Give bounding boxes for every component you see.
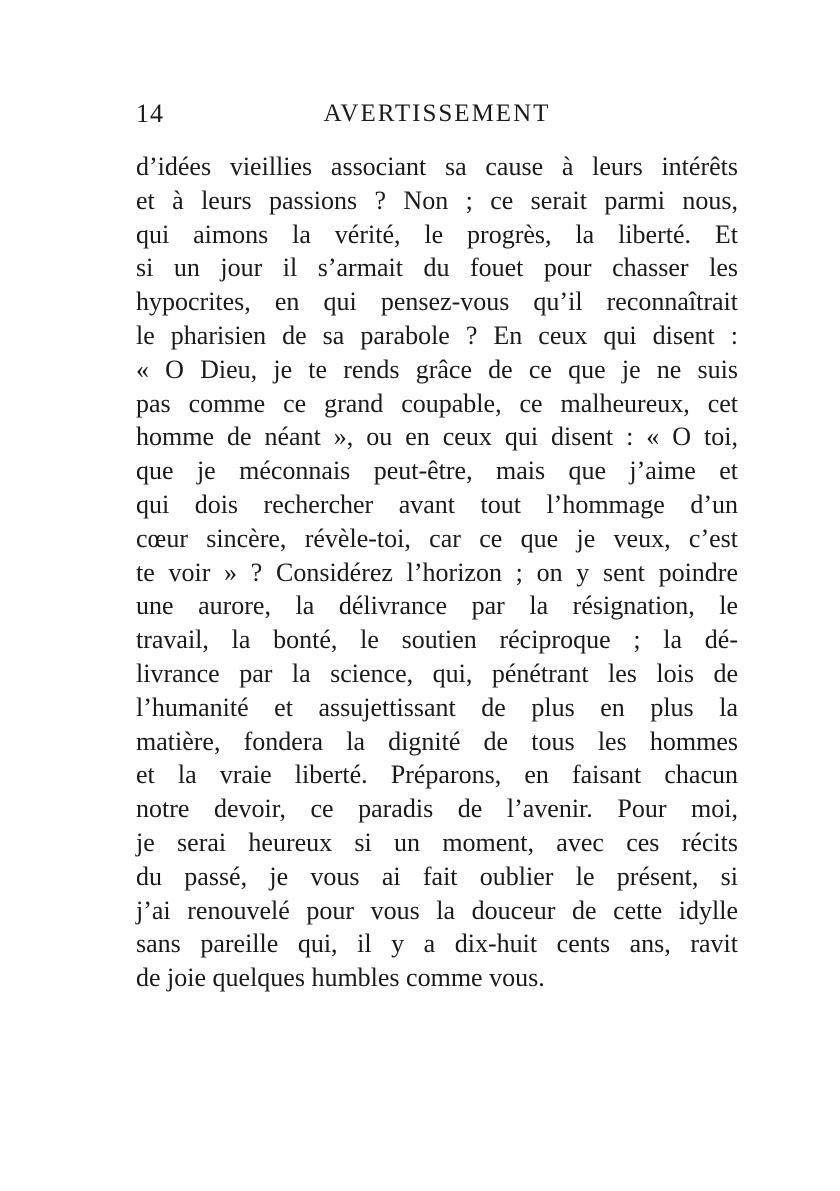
text-line: qui aimons la vérité, le progrès, la liberté. Et (136, 219, 738, 249)
text-line: livrance par la science, qui, pénétrant les lois de (136, 658, 738, 688)
text-line: si un jour il s’armait du fouet pour chasser les (136, 253, 738, 283)
page-number: 14 (136, 99, 164, 128)
text-line: et à leurs passions ? Non ; ce serait parmi nous, (136, 185, 738, 215)
text-line: « O Dieu, je te rends grâce de ce que je ne suis (136, 354, 738, 384)
text-line: notre devoir, ce paradis de l’avenir. Pour moi, (136, 794, 738, 824)
text-line: que je méconnais peut-être, mais que j’aime et (136, 456, 738, 486)
text-line: qui dois rechercher avant tout l’hommage d’un (136, 489, 738, 519)
text-line: d’idées vieillies associant sa cause à leurs intérêts (136, 152, 738, 181)
text-line: travail, la bonté, le soutien réciproque ; la dé- (136, 625, 738, 655)
text-line: matière, fondera la dignité de tous les hommes (136, 726, 738, 756)
text-line: te voir » ? Considérez l’horizon ; on y sent poindre (136, 557, 738, 587)
text-line: l’humanité et assujettissant de plus en plus la (136, 692, 738, 722)
text-line: sans pareille qui, il y a dix-huit cents ans, ravit (136, 929, 738, 959)
text-line: cœur sincère, révèle-toi, car ce que je veux, c’est (136, 523, 738, 553)
body-text (136, 150, 738, 995)
text-line: j’ai renouvelé pour vous la douceur de cette idylle (136, 895, 738, 925)
text-line: du passé, je vous ai fait oublier le présent, si (136, 861, 738, 891)
text-line: le pharisien de sa parabole ? En ceux qui disent : (136, 320, 738, 350)
text-line: je serai heureux si un moment, avec ces récits (136, 827, 738, 857)
text-line: homme de néant », ou en ceux qui disent : « O toi, (136, 422, 738, 452)
running-title: AVERTISSEMENT (323, 100, 551, 127)
running-head (136, 96, 738, 132)
text-line: hypocrites, en qui pensez-vous qu’il reconnaîtrait (136, 287, 738, 317)
text-line: et la vraie liberté. Préparons, en faisant chacun (136, 760, 738, 790)
text-line: une aurore, la délivrance par la résignation, le (136, 591, 738, 621)
text-line-final: de joie quelques humbles comme vous. (136, 963, 545, 993)
text-line: pas comme ce grand coupable, ce malheureux, cet (136, 388, 738, 418)
